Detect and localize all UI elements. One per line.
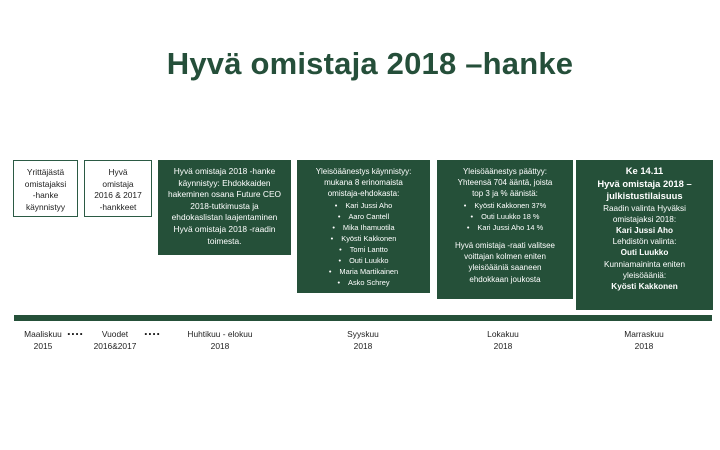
box-line: Hyvä — [108, 167, 128, 177]
box-line: ehdokkaan joukosta — [469, 274, 541, 284]
box-line: toimesta. — [207, 235, 242, 246]
box-line: hakeminen osana Future CEO — [167, 189, 282, 200]
box-line: käynnistyy: Ehdokkaiden — [178, 177, 271, 188]
list-item: • Outi Luukko 18 % — [441, 211, 569, 222]
list-item: • Mika Ihamuotila — [301, 222, 426, 233]
box-line: omistaja-ehdokasta: — [327, 189, 400, 199]
box-line: Hyvä omistaja 2018 -raadin — [173, 223, 276, 234]
spacer — [441, 233, 569, 240]
list-item: • Tomi Lantto — [301, 244, 426, 255]
list-item: • Asko Schrey — [301, 277, 426, 288]
timeline-label-oct-2018 — [473, 328, 533, 352]
box-line: 2018-tutkimusta ja — [190, 200, 259, 211]
box-line: ehdokaslistan laajentaminen — [171, 212, 278, 223]
box-line: -hankkeet — [99, 201, 137, 212]
list-item: • Outi Luukko — [301, 255, 426, 266]
box-line: 2016 & 2017 — [94, 190, 142, 201]
box-line: omistajaksi — [24, 178, 67, 189]
timeline-label-sep-2018 — [333, 328, 393, 352]
box-line: yleisöääniä saaneen — [468, 263, 542, 273]
list-item: • Maria Martikainen — [301, 266, 426, 277]
list-item: • Kyösti Kakkonen 37% — [441, 200, 569, 211]
box-line: mukana 8 erinomaista — [324, 178, 403, 188]
timeline-bar — [14, 315, 712, 321]
box-line: voittajan kolmen eniten — [464, 252, 546, 262]
box-line: Yhteensä 704 ääntä, joista — [457, 178, 553, 188]
box-line: Yleisöäänestys käynnistyy: — [315, 167, 412, 176]
timeline-label-year: 2015 — [33, 341, 53, 351]
list-item: • Kari Jussi Aho 14 % — [441, 222, 569, 233]
timeline-label-month: Maaliskuu — [24, 329, 62, 339]
winner-name: Kyösti Kakkonen — [611, 281, 678, 291]
box-line: Yleisöäänestys päättyy: — [462, 167, 548, 176]
timeline-label-2016-2017 — [86, 328, 144, 352]
winner-name: Kari Jussi Aho — [615, 225, 674, 235]
timeline-label-year: 2018 — [210, 341, 230, 351]
timeline-label-year: 2018 — [493, 341, 513, 351]
event-title: julkistustilaisuus — [606, 190, 683, 201]
timeline-label-month: Huhtikuu - elokuu — [187, 329, 253, 339]
box-line: käynnistyy — [25, 201, 66, 212]
timeline-label-month: Lokakuu — [487, 329, 519, 339]
milestone-box-2015 — [13, 160, 78, 217]
milestone-box-2016-2017 — [84, 160, 152, 217]
box-line: top 3 ja % äänistä: — [472, 189, 538, 199]
timeline-label-month: Marraskuu — [624, 329, 664, 339]
box-line: Yrittäjästä — [26, 167, 65, 177]
box-line: omistaja — [102, 178, 134, 189]
winner-name: Outi Luukko — [620, 248, 669, 258]
timeline-label-month: Vuodet — [101, 329, 129, 339]
ellipsis-dots: .... — [67, 323, 84, 338]
milestone-box-nov-2018 — [576, 160, 713, 310]
milestone-box-apr-aug-2018 — [158, 160, 291, 255]
timeline-label-nov-2018 — [612, 328, 676, 352]
list-item: • Aaro Cantell — [301, 211, 426, 222]
box-line: Hyvä omistaja 2018 -hanke — [173, 166, 276, 176]
box-line: Raadin valinta Hyväksi — [603, 203, 686, 213]
milestone-box-oct-2018 — [437, 160, 573, 299]
event-title: Hyvä omistaja 2018 – — [597, 177, 692, 189]
milestone-box-sep-2018 — [297, 160, 430, 293]
ellipsis-dots: .... — [144, 323, 161, 338]
event-date: Ke 14.11 — [625, 165, 664, 176]
page-title: Hyvä omistaja 2018 –hanke — [166, 46, 574, 81]
timeline-label-year: 2016&2017 — [93, 341, 137, 351]
list-item: • Kyösti Kakkonen — [301, 233, 426, 244]
top-three-list — [441, 200, 569, 233]
box-line: -hanke — [32, 190, 59, 201]
list-item: • Kari Jussi Aho — [301, 200, 426, 211]
candidate-list — [301, 200, 426, 289]
timeline-label-year: 2018 — [353, 341, 373, 351]
timeline-label-apr-aug-2018 — [170, 328, 270, 352]
box-line: Lehdistön valinta: — [612, 237, 677, 247]
box-line: Kunniamaininta eniten — [603, 259, 686, 269]
timeline-label-2015 — [14, 328, 72, 352]
timeline-label-year: 2018 — [634, 341, 654, 351]
box-line: omistajaksi 2018: — [612, 214, 677, 224]
box-line: yleisöääniä: — [622, 270, 667, 280]
timeline-label-month: Syyskuu — [347, 329, 379, 339]
box-line: Hyvä omistaja -raati valitsee — [454, 240, 556, 250]
